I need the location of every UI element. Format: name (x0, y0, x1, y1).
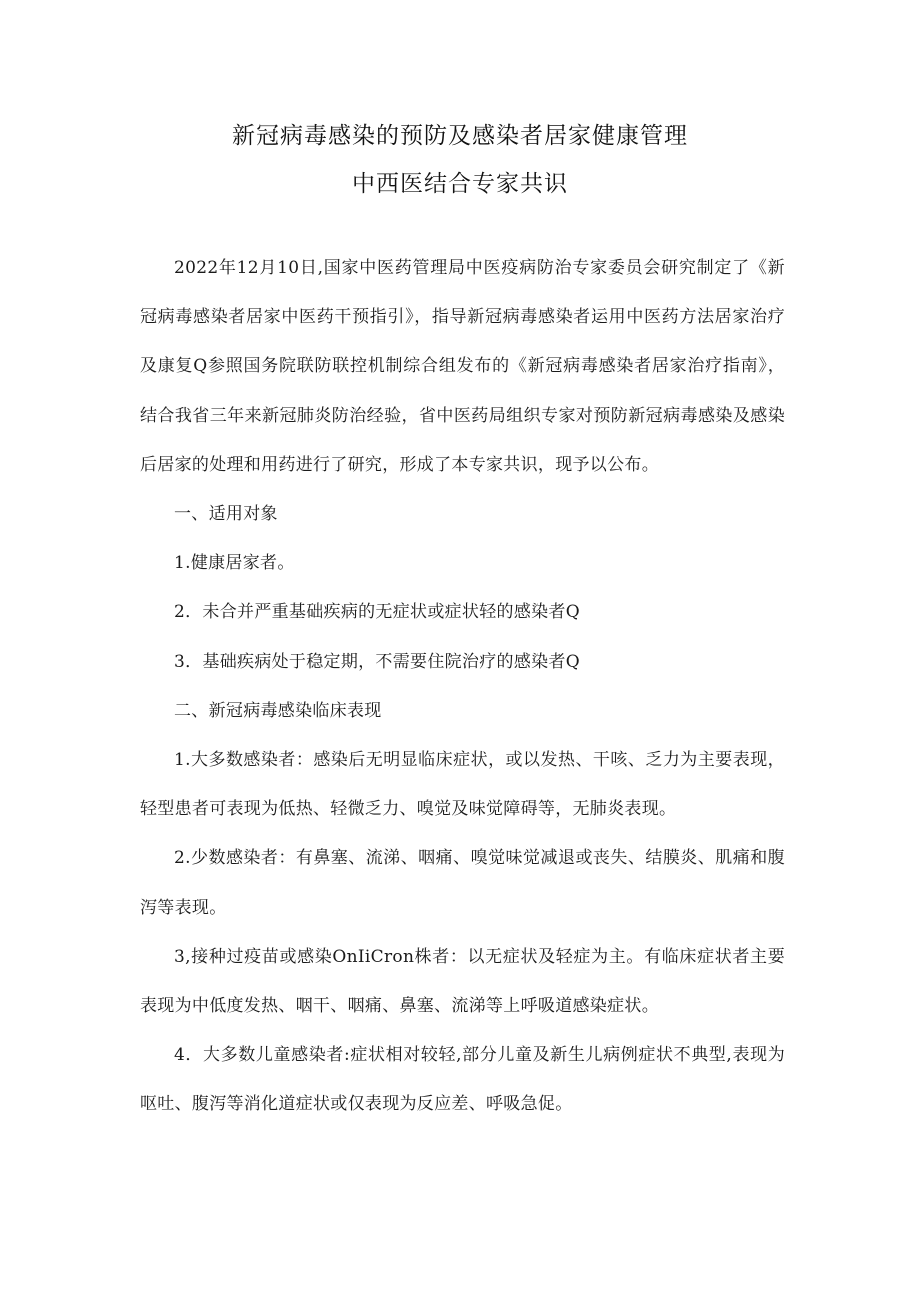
section1-item-1: 1.健康居家者。 (174, 553, 295, 574)
section2-item-1: 1.大多数感染者：感染后无明显临床症状，或以发热、干咳、乏力为主要表现，轻型患者可表现为低热、轻微乏力、嗅觉及味觉障碍等，无肺炎表现。 (140, 750, 785, 820)
intro-paragraph: 2022年12月10日,国家中医药管理局中医疫病防治专家委员会研究制定了《新冠病毒感染者居家中医药干预指引》，指导新冠病毒感染者运用中医药方法居家治疗及康复Q参照国务院联防联控机制综合组发布的《新冠病毒感染者居家治疗指南》，结合我省三年来新冠肺炎防治经验，省中医药局组织专家对预防新冠病毒感染及感染后居家的处理和用药进行了研究，形成了本专家共识，现予以公布。 (140, 258, 785, 475)
section2-heading: 二、新冠病毒感染临床表现 (174, 700, 382, 721)
document-title-line2: 中西医结合专家共识 (352, 171, 568, 197)
section1-item-3: 3．基础疾病处于稳定期，不需要住院治疗的感染者Q (174, 651, 580, 672)
section1-heading: 一、适用对象 (174, 504, 278, 525)
document-title-line1: 新冠病毒感染的预防及感染者居家健康管理 (232, 123, 688, 149)
section2-item-2: 2.少数感染者：有鼻塞、流涕、咽痛、嗅觉味觉减退或丧失、结膜炎、肌痛和腹泻等表现。 (140, 848, 785, 918)
document-body (140, 244, 785, 1130)
section1-item-2: 2．未合并严重基础疾病的无症状或症状轻的感染者Q (174, 602, 580, 623)
section2-item-3: 3,接种过疫苗或感染OnIiCron株者：以无症状及轻症为主。有临床症状者主要表现为中低度发热、咽干、咽痛、鼻塞、流涕等上呼吸道感染症状。 (140, 946, 785, 1017)
section2-item-4: 4．大多数儿童感染者:症状相对较轻,部分儿童及新生儿病例症状不典型,表现为呕吐、腹泻等消化道症状或仅表现为反应差、呼吸急促。 (140, 1045, 785, 1115)
